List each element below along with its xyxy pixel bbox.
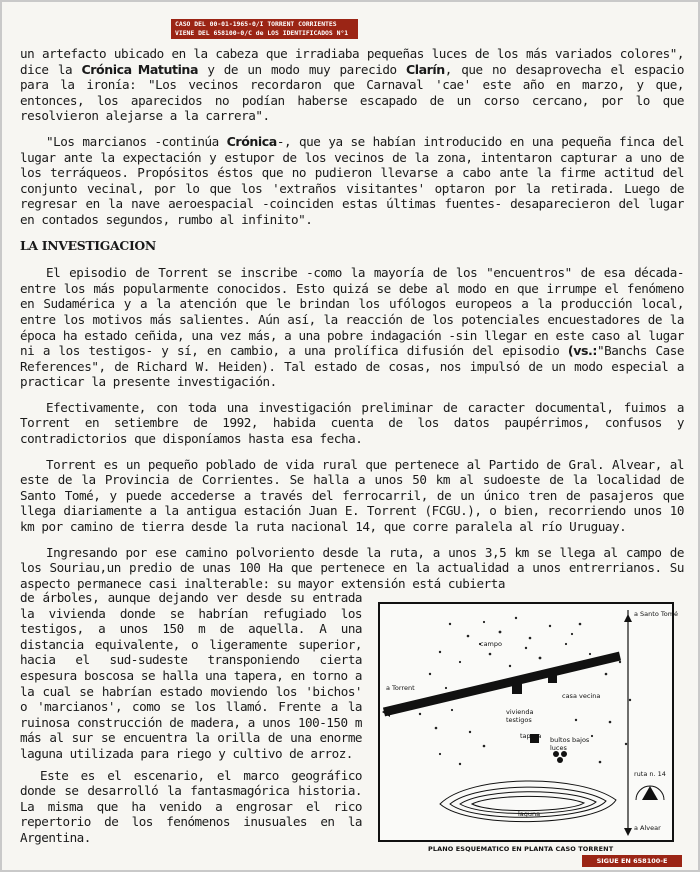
house-neighbour <box>548 674 557 683</box>
label-alvear: a Alvear <box>634 824 661 832</box>
section-heading: LA INVESTIGACION <box>20 237 156 253</box>
label-campo: campo <box>480 640 502 648</box>
paragraph-7: Este es el escenario, el marco geográfico donde se desarrolló la fantasmagórica historia. La misma que ha venido a engrosar el rico repertorio de los fenómenos inusuales en la Argentina. <box>20 767 362 845</box>
case-header-banner <box>171 19 358 39</box>
paragraph-6-continued: de árboles, aunque dejando ver desde su entrada la vivienda donde se habrían refugiado los testigos, a unos 150 m de aquella. A una distancia equivalente, o ligeramente superior, hacia el sud-sudeste transponiendo cierta espesura boscosa se halla una tapera, en torno a la cual se habrían estado moviendo los 'bichos' o 'marcianos', como se los llamó. Frente a la ruinosa construcción de madera, a unos 100-150 m más al sur se encuentra la orilla de una enorme laguna utilizada para riego y cultivo de arroz. <box>20 590 362 761</box>
house-witnesses <box>512 684 522 694</box>
arrow-alvear-icon <box>624 828 632 836</box>
p1-text-d: , que no desaprovecha el espacio para la ironía: "Los vecinos recordaron que Carnaval 'cae' este año en marzo, y que, entonces, los aparecidos no podían haberse escapado de un corso cercano, por lo que resolvieron alejarse a la carrera". <box>20 61 684 124</box>
p2-text-c: -, que ya se habían introducido en una pequeña finca del lugar ante la expectación y estupor de los vecinos de la zona, intentaron capturar a uno de los terráqueos. Propósitos éstos que no pudieron llevarse a cabo ante la firme actitud del conjunto vecinal, por lo que los 'extraños visitantes' optaron por la retirada. Luego de regresar en la nave aeroespacial -coinciden estas últimas fuentes- desaparecieron del lugar en contados segundos, rumbo al infinito". <box>20 133 684 227</box>
case-header-line-2: VIENE DEL 658100-0/C de LOS IDENTIFICADOS N°1 <box>175 29 349 37</box>
north-arrow-icon <box>642 786 658 800</box>
paragraph-6: Ingresando por ese camino polvoriento desde la ruta, a unos 3,5 km se llega al campo de los Souriau,un predio de unas 100 Ha que pertenece en la actualidad a unos entrerrianos. Su aspecto permanece casi inalterable: su mayor extensión está cubierta <box>20 544 684 591</box>
paragraph-3 <box>20 265 684 390</box>
p3-text-a: El episodio de Torrent se inscribe -como la mayoría de los "encuentros" de esa década- entre los más popularmente conocidos. Esto quizá se debe al modo en que irrumpe el fenómeno en Sudamérica y a la atención que le brindan los ufólogos europeos a la producción local, entre los motivos más salientes. Aún así, la reacción de los potenciales encuestadores de la época ha estado ceñida, una vez más, a una pobre indagación -sin llegar en este caso al lugar ni a los testigos- y sí, en cambio, a una prolífica difusión del episodio <box>20 265 684 359</box>
p3-text-c: "Banchs Case References", de Richard W. Heiden). Tal estado de cosas, nos impulsó de un modo especial a practicar la presente investigación. <box>20 343 684 390</box>
arrow-santo-tome-icon <box>624 614 632 622</box>
paragraph-5: Torrent es un pequeño poblado de vida rural que pertenece al Partido de Gral. Alvear, al este de la Provincia de Corrientes. Se halla a unos 50 km al sudoeste de la localidad de Santo Tomé, y puede accederse a través del ferrocarril, de un único tren de pasajeros que llega diariamente a la antigua estación Juan E. Torrent (FCGU.), o bien, recorriendo unos 10 km por camino de tierra desde la ruta nacional 14, que corre paralela al río Uruguay. <box>20 456 684 535</box>
label-casa-vecina: casa vecina <box>562 692 601 700</box>
map-caption: PLANO ESQUEMATICO EN PLANTA CASO TORRENT <box>428 845 614 853</box>
paragraph-2 <box>20 134 684 228</box>
continues-tag: SIGUE EN 658100-E <box>582 855 682 867</box>
label-santo-tome: a Santo Tomé <box>634 610 679 618</box>
p2-source-cronica: Crónica <box>226 133 277 149</box>
p1-source-clarin: Clarín <box>405 61 445 77</box>
p3-reference-prefix: (vs.: <box>567 343 597 359</box>
p1-text-a: un artefacto ubicado en la cabeza que irradiaba pequeñas luces de los más variados colores", dice la <box>20 46 684 77</box>
label-tapera: tapera <box>520 732 542 740</box>
p2-text-a: "Los marcianos -continúa <box>46 133 227 149</box>
paragraph-4: Efectivamente, con toda una investigación preliminar de caracter documental, fuimos a Torrent en setiembre de 1992, habida cuenta de los datos paupérrimos, confusos y contradictorios que disponíamos hasta esa fecha. <box>20 399 684 447</box>
label-torrent: a Torrent <box>386 684 415 692</box>
schematic-map <box>378 602 679 842</box>
case-header-line-1: CASO DEL 00-01-1965-0/I TORRENT CORRIENTES <box>175 20 337 28</box>
road-to-torrent <box>384 656 620 712</box>
article-body <box>20 46 684 591</box>
label-laguna: laguna <box>518 810 541 818</box>
p1-text-c: y de un modo muy parecido <box>198 61 406 77</box>
label-vivienda: vivienda testigos <box>506 708 534 724</box>
narrow-column <box>20 590 362 852</box>
label-ruta-14: ruta n. 14 <box>634 770 666 778</box>
p1-source-cronica-matutina: Crónica Matutina <box>81 61 198 77</box>
label-bultos: bultos bajos luces <box>550 736 590 752</box>
paragraph-1 <box>20 46 684 124</box>
